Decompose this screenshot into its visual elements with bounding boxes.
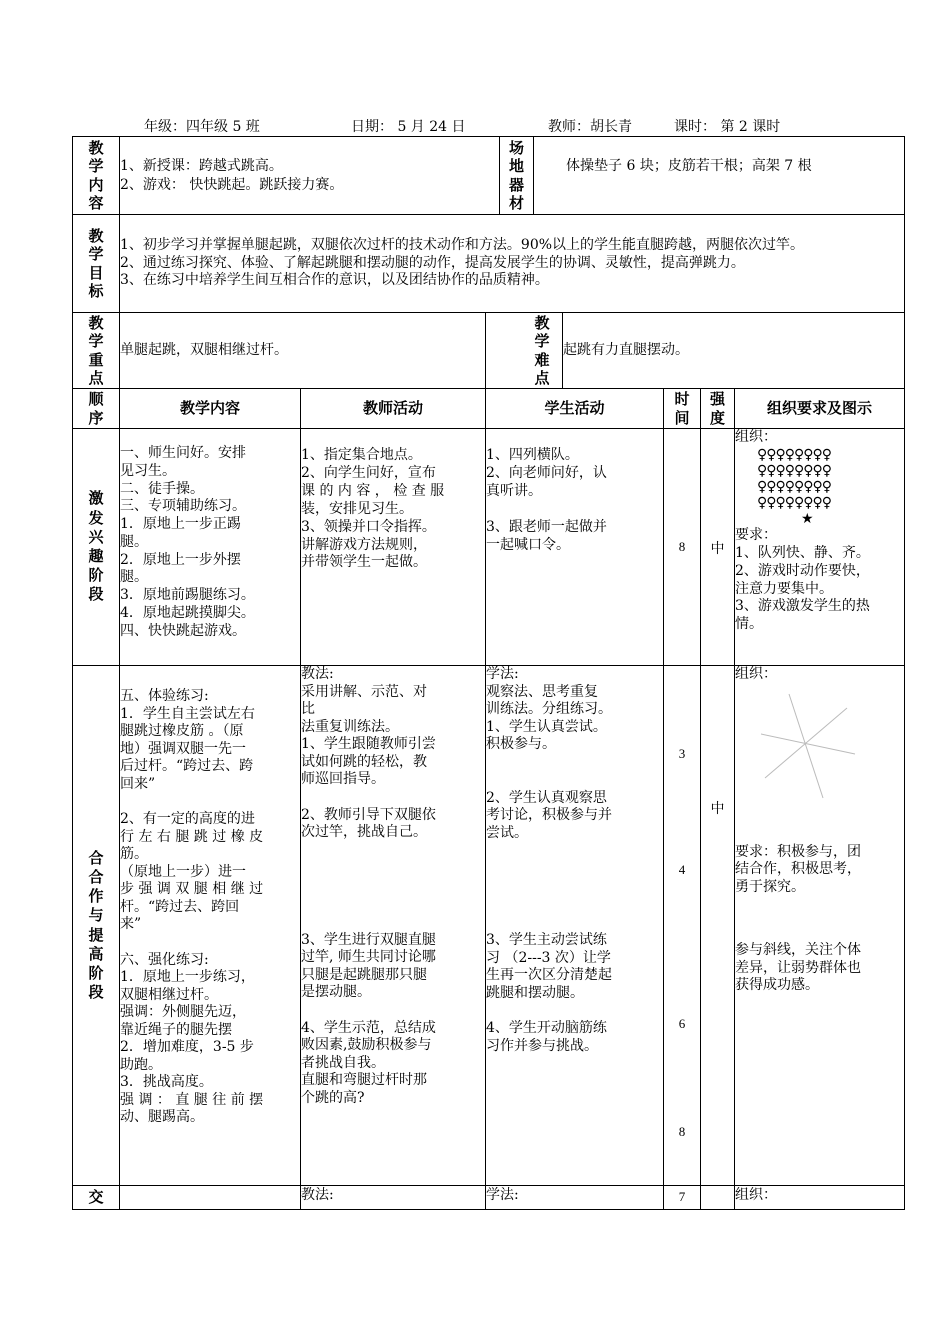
diagram-line	[765, 708, 847, 778]
column-header-row	[73, 389, 905, 429]
row-teaching-content	[73, 137, 905, 215]
time-value: 4	[678, 862, 686, 877]
time-value: 3	[678, 746, 686, 761]
label-section-cooperation: 合 合 作 与 提 高 阶 段	[73, 666, 120, 1186]
key-point-cell: 单腿起跳，双腿相继过杆。	[120, 313, 486, 389]
col-teacher: 教师活动	[301, 389, 486, 429]
teacher-text: 教师：胡长青	[548, 119, 632, 135]
period-text: 课时： 第 2 课时	[674, 119, 781, 135]
label-section-warmup: 激 发 兴 趣 阶 段	[73, 429, 120, 666]
formation-row: ♀♀♀♀♀♀♀♀	[757, 495, 832, 512]
lesson-plan-table	[72, 136, 905, 1210]
label-difficulty: 教 学 难 点	[486, 313, 563, 389]
cooperation-teacher: 教法: 采用讲解、示范、对 比 法重复训练法。 1、学生跟随教师引尝 试如何跳的轻松，教 师巡回指导。 2、教师引导下双腿依 次过竿，挑战自己。 3、学生进行双腿直腿 过竿, 师生共同讨论哪 只腿是起跳腿那只腿 是摆动腿。 4、学生示范，总结成 败因素,鼓励积极参与 者挑战自我。 直腿和弯腿过杆时那 个跳的高?	[301, 666, 486, 1186]
formation-row: ♀♀♀♀♀♀♀♀	[757, 462, 832, 479]
section-cooperation	[73, 666, 905, 1186]
diagonal-lines-diagram	[759, 692, 859, 802]
goal-line: 2、通过练习探究、体验、了解起跳腿和摆动腿的动作，提高发展学生的协调、灵敏性，提高弹跳力。	[120, 254, 745, 271]
label-teaching-goals: 教 学 目 标	[73, 215, 120, 313]
final-organization: 组织：	[735, 1186, 905, 1210]
req-title: 要求：	[735, 527, 778, 544]
col-student: 学生活动	[486, 389, 664, 429]
warmup-student: 1、四列横队。 2、向老师问好，认 真听讲。 3、跟老师一起做并 一起喊口令。	[486, 429, 664, 666]
goals-cell	[120, 215, 905, 313]
col-order: 顺 序	[73, 389, 120, 429]
warmup-content: 一、师生问好。安排 见习生。 二、徒手操。 三、专项辅助练习。 1．原地上一步正踢 腿。 2．原地上一步外摆 腿。 3．原地前踢腿练习。 4．原地起跳摸脚尖。 四、快快跳起游戏。	[120, 429, 301, 666]
goal-line: 3、在练习中培养学生间互相合作的意识，以及团结协作的品质精神。	[120, 272, 549, 289]
org-title: 组织：	[735, 666, 778, 682]
label-section-final: 交	[73, 1186, 120, 1210]
col-time: 时 间	[664, 389, 701, 429]
goal-line: 1、初步学习并掌握单腿起跳，双腿依次过杆的技术动作和方法。90%以上的学生能直腿跨越，两腿依次过竿。	[120, 237, 805, 254]
cooperation-student: 学法: 观察法、思考重复 训练法。分组练习。 1、学生认真尝试。 积极参与。 2、学生认真观察思 考讨论，积极参与并 尝试。 3、学生主动尝试练 习 （2---3 次）让学 生再一次区分清楚起 跳腿和摆动腿。 4、学生开动脑筋练 习作并参与挑战。	[486, 666, 664, 1186]
warmup-organization: 组织： ♀♀♀♀♀♀♀♀ ♀♀♀♀♀♀♀♀ ♀♀♀♀♀♀♀♀ ♀♀♀♀♀♀♀♀ ★ 要求： 1、队列快、静、齐。 2、游戏时动作要快， 注意力要集中。 3、游戏激发学生的热 情。	[735, 429, 905, 666]
label-venue: 场 地 器 材	[500, 137, 534, 215]
venue-cell: 体操垫子 6 块；皮筋若干根；高架 7 根	[534, 137, 905, 215]
row-teaching-goals	[73, 215, 905, 313]
label-teaching-content: 教 学 内 容	[73, 137, 120, 215]
content-line: 1、新授课：跨越式跳高。	[120, 158, 283, 175]
warmup-teacher: 1、指定集合地点。 2、向学生问好，宣布 课 的 内 容 ， 检 查 服 装，安排见习生。 3、领操并口令指挥。 讲解游戏方法规则， 并带领学生一起做。	[301, 429, 486, 666]
cooperation-content: 五、体验练习: 1．学生自主尝试左右 腿跳过橡皮筋 。（原 地）强调双腿一先一 后过杆。“跨过去、跨 回来” 2、有一定的高度的进 行 左 右 腿 跳 过 橡 皮 筋。 （原地上一步）进一 步 强 调 双 腿 相 继 过 杆。“跨过去、跨回 来” 六、强化练习: 1．原地上一步练习， 双腿相继过杆。 强调：外侧腿先迈， 靠近绳子的腿先摆 2．增加难度，3-5 步 助跑。 3．挑战高度。 强 调 ： 直 腿 往 前 摆 动、腿踢高。	[120, 666, 301, 1186]
time-value: 8	[678, 1124, 686, 1139]
label-key-point: 教 学 重 点	[73, 313, 120, 389]
org-title: 组织：	[735, 429, 778, 445]
final-student: 学法:	[486, 1186, 664, 1210]
formation-row: ♀♀♀♀♀♀♀♀	[757, 478, 832, 495]
formation-diagram	[735, 447, 904, 527]
warmup-time: 8	[664, 429, 701, 666]
date-text: 日期： 5 月 24 日	[351, 119, 466, 135]
warmup-intensity: 中	[701, 429, 735, 666]
time-value: 6	[678, 1016, 686, 1031]
final-time: 7	[664, 1186, 701, 1210]
cooperation-times	[664, 666, 701, 1186]
teaching-content-cell	[120, 137, 500, 215]
teacher-star-icon: ★	[801, 511, 813, 528]
formation-row: ♀♀♀♀♀♀♀♀	[757, 446, 832, 463]
final-teacher: 教法:	[301, 1186, 486, 1210]
cooperation-intensity: 中	[701, 666, 735, 1186]
content-line: 2、游戏： 快快跳起。跳跃接力赛。	[120, 176, 344, 193]
grade-text: 年级：四年级 5 班	[144, 119, 260, 135]
row-key-points	[73, 313, 905, 389]
difficulty-cell: 起跳有力直腿摆动。	[563, 313, 905, 389]
col-organization: 组织要求及图示	[735, 389, 905, 429]
section-final	[73, 1186, 905, 1210]
cooperation-organization: 组织： 要求：积极参与，团 结合作，积极思考， 勇于探究。 参与斜线，关注个体 差异，让弱势群体也 获得成功感。	[735, 666, 905, 1186]
col-intensity: 强 度	[701, 389, 735, 429]
section-warmup	[73, 429, 905, 666]
col-content: 教学内容	[120, 389, 301, 429]
lesson-header	[0, 116, 950, 136]
